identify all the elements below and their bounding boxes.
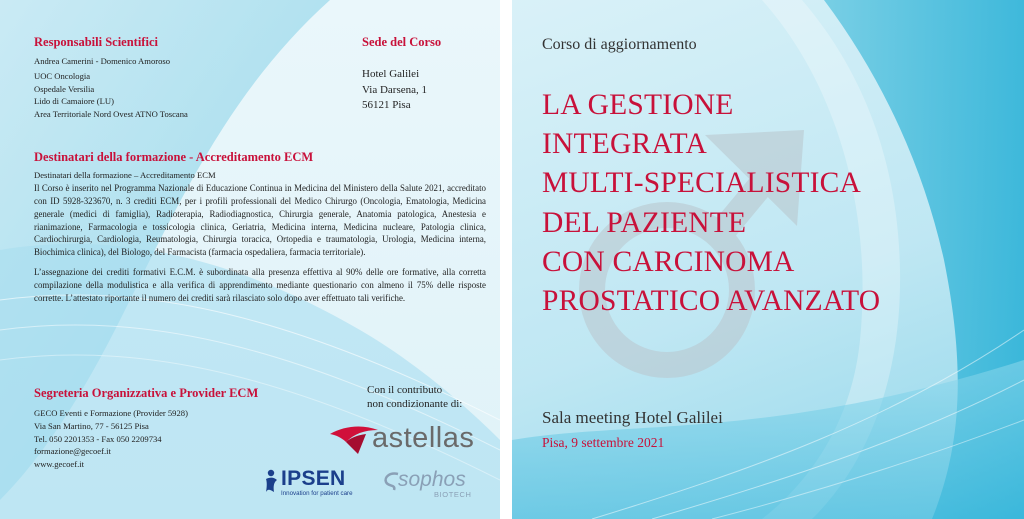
destinatari-paragraph: Il Corso è inserito nel Programma Nazionale di Educazione Continua in Medicina del Ministero della Salute 2021, accreditato con ID 5928-323670, n. 3 crediti ECM, per i profili professionali del Medico Chirurgo (Oncologia, Ematologia, Medicina generale (medici di famiglia), Radioterapia, Radiodiagnostica, Chirurgia generale, Anatomia patologica, Anestesia e rianimazione, Farmacologia e tossicologia clinica, Geriatria, Medicina interna, Medicina nucleare, Patologia clinica, Cardiochirurgia, Cardiologia, Reumatologia, Chirurgia toracica, Ortopedia e traumatologia, Urologia, Medicina interna, Biochimica clinica), del Biologo, del Farmacista (farmacia ospedaliera, farmacia territoriale). (34, 182, 486, 258)
segreteria-heading: Segreteria Organizzativa e Provider ECM (34, 386, 259, 400)
front-cover-panel (512, 0, 1024, 519)
ipsen-logo (262, 466, 372, 500)
contributo-note (367, 384, 497, 411)
ipsen-figure-icon (262, 468, 280, 494)
astellas-logo (328, 418, 488, 462)
responsabili-line: UOC Oncologia (34, 70, 91, 81)
destinatari-subheading: Destinatari della formazione – Accreditamento ECM (34, 170, 216, 180)
responsabili-lines (34, 55, 334, 121)
title-line: MULTI-SPECIALISTICA (542, 167, 862, 200)
contributo-line2: non condizionante di: (367, 397, 463, 410)
astellas-wordmark: astellas (372, 422, 475, 454)
ecm-paragraph: L’assegnazione dei crediti formativi E.C.M. è subordinata alla presenza effettiva al 90% delle ore formative, alla corretta compilazione della modulistica e alla verifica di apprendimento mediante questionario con almeno il 75% delle risposte corrette. L’attestato riportante il numero dei crediti sarà rilasciato solo dopo aver effettuato tali verifiche. (34, 267, 486, 304)
title-line: LA GESTIONE (542, 89, 734, 121)
event-date: Pisa, 9 settembre 2021 (542, 435, 665, 450)
sophos-wordmark: sophos (398, 468, 466, 491)
sede-line: Via Darsena, 1 (362, 83, 428, 96)
sede-line: Hotel Galilei (362, 68, 420, 80)
segreteria-email[interactable]: formazione@gecoef.it (34, 446, 111, 457)
sede-line: 56121 Pisa (362, 99, 411, 111)
course-kicker: Corso di aggiornamento (542, 36, 697, 53)
responsabili-line: Lido di Camaiore (LU) (34, 96, 114, 107)
title-line: INTEGRATA (542, 128, 707, 161)
course-title (542, 86, 1012, 321)
title-line: CON CARCINOMA (542, 245, 795, 278)
sede-heading: Sede del Corso (362, 35, 442, 49)
back-cover-panel (0, 0, 500, 519)
venue-name: Sala meeting Hotel Galilei (542, 408, 723, 427)
segreteria-line: Via San Martino, 77 - 56125 Pisa (34, 420, 149, 431)
ipsen-wordmark: IPSEN (281, 467, 346, 490)
responsabili-line: Andrea Camerini - Domenico Amoroso (34, 56, 171, 66)
sophos-logo (382, 466, 492, 502)
segreteria-lines (34, 407, 314, 471)
sede-section (362, 35, 492, 114)
responsabili-line: Area Territoriale Nord Ovest ATNO Toscana (34, 109, 188, 120)
segreteria-website[interactable]: www.gecoef.it (34, 459, 85, 470)
responsabili-heading: Responsabili Scientifici (34, 35, 158, 49)
ipsen-tagline: Innovation for patient care (281, 490, 353, 497)
destinatari-heading: Destinatari della formazione - Accreditamento ECM (34, 150, 314, 164)
segreteria-line: Tel. 050 2201353 - Fax 050 2209734 (34, 433, 162, 444)
sede-lines (362, 67, 492, 114)
segreteria-line: GECO Eventi e Formazione (Provider 5928) (34, 408, 188, 418)
responsabili-line: Ospedale Versilia (34, 83, 95, 94)
segreteria-section (34, 386, 314, 471)
contributo-line1: Con il contributo (367, 384, 443, 396)
title-line: DEL PAZIENTE (542, 206, 747, 239)
responsabili-section (34, 35, 334, 121)
title-line: PROSTATICO AVANZATO (542, 285, 881, 318)
destinatari-section (34, 150, 486, 305)
sophos-subtitle: BIOTECH (434, 490, 472, 499)
